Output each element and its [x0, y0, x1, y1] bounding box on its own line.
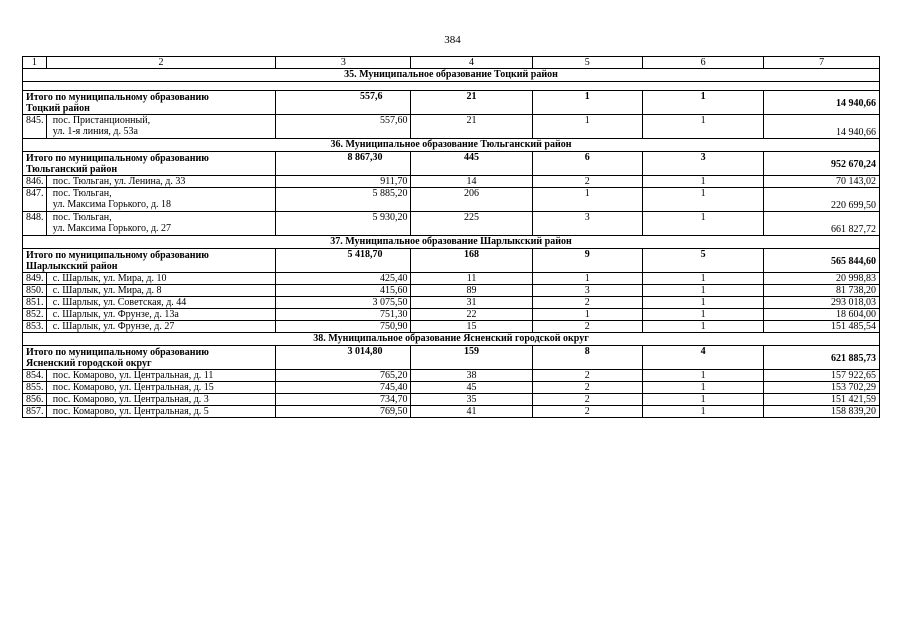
page-number: 384 [444, 34, 461, 46]
table-row [23, 394, 880, 406]
total-row [23, 346, 880, 370]
col6-cell: 1 [642, 188, 763, 212]
total-label-line1: Итого по муниципальному образованию [26, 250, 209, 261]
col6-cell: 1 [642, 115, 763, 139]
cost-cell: 18 604,00 [764, 309, 880, 321]
address-line1: пос. Комарово, ул. Центральная, д. 15 [52, 382, 214, 393]
cost-cell: 20 998,83 [764, 273, 880, 285]
total-col6: 3 [642, 152, 763, 176]
residents-cell: 45 [411, 382, 532, 394]
total-col5: 6 [532, 152, 642, 176]
column-header: 3 [276, 57, 411, 69]
address-line1: с. Шарлык, ул. Советская, д. 44 [52, 297, 187, 308]
table-row [23, 115, 880, 139]
section-title: 36. Муниципальное образование Тюльганский район [23, 139, 880, 152]
address-line1: с. Шарлык, ул. Фрунзе, д. 27 [52, 321, 175, 332]
table-row [23, 321, 880, 333]
row-number: 853. [23, 321, 47, 333]
address-line1: пос. Комарово, ул. Центральная, д. 11 [52, 370, 214, 381]
col5-cell: 2 [532, 297, 642, 309]
total-residents: 159 [411, 346, 532, 370]
total-label [23, 346, 276, 370]
area-cell: 557,60 [276, 115, 411, 139]
address-line1: пос. Тюльган, [52, 188, 112, 199]
area-cell: 750,90 [276, 321, 411, 333]
total-label [23, 91, 276, 115]
address-cell [46, 394, 275, 406]
address-cell [46, 285, 275, 297]
section-title-row [23, 236, 880, 249]
col6-cell: 1 [642, 382, 763, 394]
address-line1: с. Шарлык, ул. Мира, д. 8 [52, 285, 162, 296]
address-line1: пос. Пристанционный, [52, 115, 151, 126]
column-number-row [23, 57, 880, 69]
section-title: 35. Муниципальное образование Тоцкий район [23, 69, 880, 82]
total-label-line1: Итого по муниципальному образованию [26, 92, 209, 103]
total-residents: 168 [411, 249, 532, 273]
col5-cell: 1 [532, 115, 642, 139]
total-area: 557,6 [276, 91, 411, 115]
row-number: 856. [23, 394, 47, 406]
table-row [23, 297, 880, 309]
address-line1: пос. Тюльган, ул. Ленина, д. 33 [52, 176, 186, 187]
cost-cell: 158 839,20 [764, 406, 880, 418]
total-label [23, 249, 276, 273]
address-line2: ул. Максима Горького, д. 18 [52, 199, 172, 210]
housing-table [22, 56, 880, 418]
table-row [23, 309, 880, 321]
row-number: 847. [23, 188, 47, 212]
col6-cell: 1 [642, 273, 763, 285]
table-row [23, 176, 880, 188]
column-header: 6 [642, 57, 763, 69]
residents-cell: 35 [411, 394, 532, 406]
row-number: 848. [23, 212, 47, 236]
area-cell: 751,30 [276, 309, 411, 321]
address-line1: с. Шарлык, ул. Фрунзе, д. 13а [52, 309, 179, 320]
table-row [23, 273, 880, 285]
total-label-line2: Тюльганский район [26, 164, 118, 175]
address-cell [46, 297, 275, 309]
residents-cell: 225 [411, 212, 532, 236]
address-line1: пос. Комарово, ул. Центральная, д. 3 [52, 394, 209, 405]
col6-cell: 1 [642, 394, 763, 406]
row-number: 851. [23, 297, 47, 309]
address-cell [46, 273, 275, 285]
total-area: 3 014,80 [276, 346, 411, 370]
total-label-line1: Итого по муниципальному образованию [26, 153, 209, 164]
residents-cell: 89 [411, 285, 532, 297]
col6-cell: 1 [642, 212, 763, 236]
area-cell: 745,40 [276, 382, 411, 394]
col6-cell: 1 [642, 176, 763, 188]
spacer-row [23, 82, 880, 91]
address-line2: ул. 1-я линия, д. 53а [52, 126, 138, 137]
total-col5: 8 [532, 346, 642, 370]
residents-cell: 31 [411, 297, 532, 309]
area-cell: 734,70 [276, 394, 411, 406]
row-number: 845. [23, 115, 47, 139]
residents-cell: 22 [411, 309, 532, 321]
residents-cell: 38 [411, 370, 532, 382]
address-line1: пос. Комарово, ул. Центральная, д. 5 [52, 406, 209, 417]
residents-cell: 21 [411, 115, 532, 139]
address-cell [46, 321, 275, 333]
total-area: 8 867,30 [276, 152, 411, 176]
section-title-row [23, 139, 880, 152]
col5-cell: 1 [532, 309, 642, 321]
address-cell [46, 188, 275, 212]
row-number: 855. [23, 382, 47, 394]
table-row [23, 188, 880, 212]
total-col5: 9 [532, 249, 642, 273]
cost-cell: 153 702,29 [764, 382, 880, 394]
table-row [23, 406, 880, 418]
residents-cell: 14 [411, 176, 532, 188]
section-title-row [23, 69, 880, 82]
residents-cell: 15 [411, 321, 532, 333]
total-area: 5 418,70 [276, 249, 411, 273]
col5-cell: 3 [532, 285, 642, 297]
col6-cell: 1 [642, 309, 763, 321]
address-cell [46, 115, 275, 139]
col5-cell: 3 [532, 212, 642, 236]
section-title-row [23, 333, 880, 346]
address-cell [46, 382, 275, 394]
col5-cell: 2 [532, 321, 642, 333]
column-header: 7 [764, 57, 880, 69]
col5-cell: 2 [532, 370, 642, 382]
table-row [23, 212, 880, 236]
cost-cell: 70 143,02 [764, 176, 880, 188]
col5-cell: 2 [532, 382, 642, 394]
total-label-line2: Тоцкий район [26, 103, 90, 114]
column-header: 4 [411, 57, 532, 69]
residents-cell: 206 [411, 188, 532, 212]
cost-cell: 151 421,59 [764, 394, 880, 406]
address-line1: с. Шарлык, ул. Мира, д. 10 [52, 273, 167, 284]
total-cost: 952 670,24 [764, 152, 880, 176]
total-col6: 1 [642, 91, 763, 115]
total-cost: 621 885,73 [764, 346, 880, 370]
total-col6: 5 [642, 249, 763, 273]
area-cell: 415,60 [276, 285, 411, 297]
table-row [23, 285, 880, 297]
col5-cell: 2 [532, 406, 642, 418]
column-header: 2 [46, 57, 275, 69]
col5-cell: 2 [532, 394, 642, 406]
row-number: 854. [23, 370, 47, 382]
area-cell: 5 930,20 [276, 212, 411, 236]
cost-cell: 151 485,54 [764, 321, 880, 333]
address-cell [46, 406, 275, 418]
table-body [23, 57, 880, 418]
cost-cell: 661 827,72 [764, 212, 880, 236]
col5-cell: 1 [532, 188, 642, 212]
cost-cell: 14 940,66 [764, 115, 880, 139]
col6-cell: 1 [642, 321, 763, 333]
area-cell: 5 885,20 [276, 188, 411, 212]
total-row [23, 152, 880, 176]
spacer-cell [23, 82, 880, 91]
section-title: 37. Муниципальное образование Шарлыкский район [23, 236, 880, 249]
address-line2: ул. Максима Горького, д. 27 [52, 223, 172, 234]
row-number: 849. [23, 273, 47, 285]
cost-cell: 293 018,03 [764, 297, 880, 309]
col6-cell: 1 [642, 406, 763, 418]
area-cell: 3 075,50 [276, 297, 411, 309]
total-cost: 565 844,60 [764, 249, 880, 273]
row-number: 850. [23, 285, 47, 297]
col5-cell: 1 [532, 273, 642, 285]
total-label-line2: Ясненский городской округ [26, 358, 152, 369]
area-cell: 425,40 [276, 273, 411, 285]
cost-cell: 81 738,20 [764, 285, 880, 297]
cost-cell: 157 922,65 [764, 370, 880, 382]
area-cell: 765,20 [276, 370, 411, 382]
total-row [23, 91, 880, 115]
col6-cell: 1 [642, 370, 763, 382]
total-label-line1: Итого по муниципальному образованию [26, 347, 209, 358]
total-residents: 445 [411, 152, 532, 176]
row-number: 846. [23, 176, 47, 188]
address-cell [46, 212, 275, 236]
total-row [23, 249, 880, 273]
total-residents: 21 [411, 91, 532, 115]
table-row [23, 382, 880, 394]
section-title: 38. Муниципальное образование Ясненский городской округ [23, 333, 880, 346]
row-number: 857. [23, 406, 47, 418]
col6-cell: 1 [642, 285, 763, 297]
column-header: 5 [532, 57, 642, 69]
total-label [23, 152, 276, 176]
col6-cell: 1 [642, 297, 763, 309]
address-cell [46, 309, 275, 321]
area-cell: 911,70 [276, 176, 411, 188]
col5-cell: 2 [532, 176, 642, 188]
cost-cell: 220 699,50 [764, 188, 880, 212]
table-row [23, 370, 880, 382]
residents-cell: 41 [411, 406, 532, 418]
total-cost: 14 940,66 [764, 91, 880, 115]
total-label-line2: Шарлыкский район [26, 261, 118, 272]
address-cell [46, 176, 275, 188]
area-cell: 769,50 [276, 406, 411, 418]
total-col6: 4 [642, 346, 763, 370]
address-line1: пос. Тюльган, [52, 212, 112, 223]
residents-cell: 11 [411, 273, 532, 285]
total-col5: 1 [532, 91, 642, 115]
row-number: 852. [23, 309, 47, 321]
address-cell [46, 370, 275, 382]
column-header: 1 [23, 57, 47, 69]
